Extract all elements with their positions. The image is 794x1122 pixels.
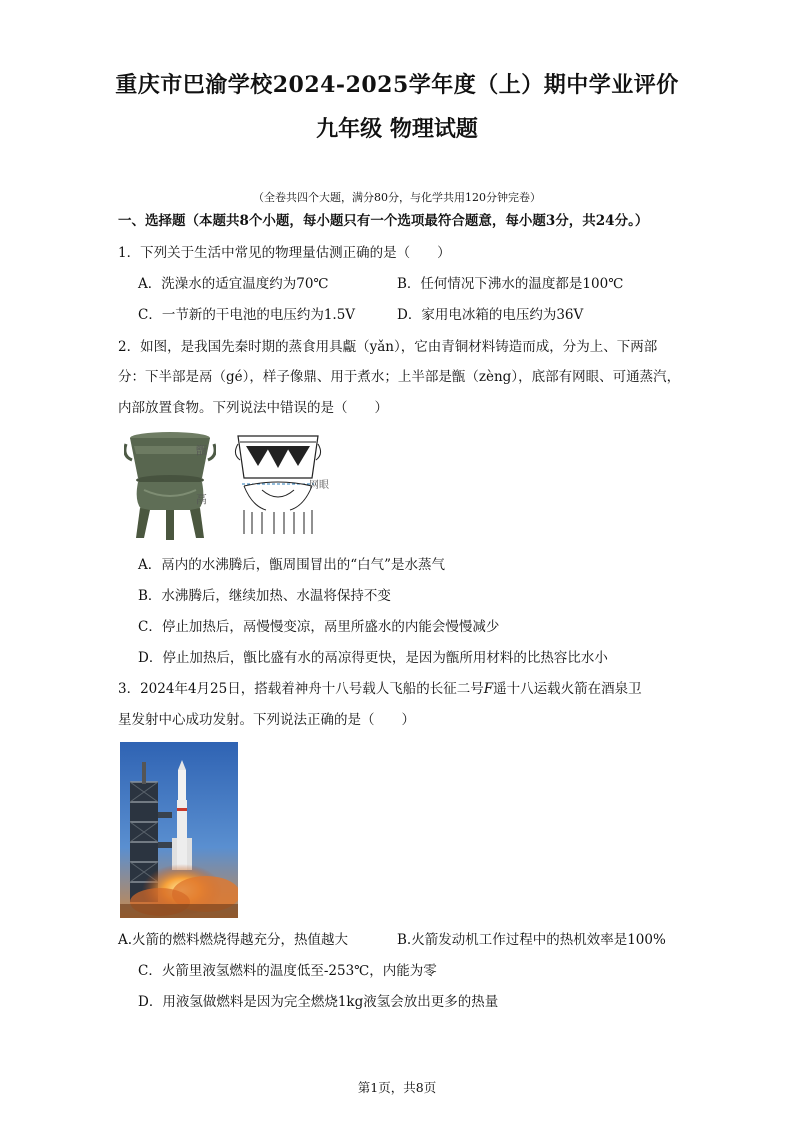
q2-option-c: C．停止加热后，鬲慢慢变凉，鬲里所盛水的内能会慢慢减少: [138, 619, 500, 635]
q3-stem-post: 遥十八运载火箭在酒泉卫: [493, 681, 642, 697]
q2-stem-line1: 2．如图，是我国先秦时期的蒸食用具甗（yǎn），它由青铜材料铸造而成，分为上、下两部: [118, 339, 658, 355]
q2-option-d: D．停止加热后，甑比盛有水的鬲凉得更快，是因为甑所用材料的比热容比水小: [138, 650, 608, 666]
section-heading: 一、选择题（本题共8个小题，每小题只有一个选项最符合题意，每小题3分，共24分。）: [118, 213, 649, 229]
q3-stem-line1: [118, 679, 642, 699]
q3-option-d: D．用液氢做燃料是因为完全燃烧1kg液氢会放出更多的热量: [138, 994, 499, 1010]
q1-option-d: D．家用电冰箱的电压约为36V: [397, 307, 584, 323]
q1-stem: 1．下列关于生活中常见的物理量估测正确的是（ ）: [118, 245, 451, 261]
q2-option-a: A．鬲内的水沸腾后，甑周围冒出的“白气”是水蒸气: [138, 557, 446, 573]
exam-subtitle: 九年级 物理试题: [316, 116, 478, 142]
q3-stem-line2: 星发射中心成功发射。下列说法正确的是（ ）: [118, 712, 415, 728]
q1-option-c: C．一节新的干电池的电压约为1.5V: [138, 307, 356, 323]
q3-option-c: C．火箭里液氢燃料的温度低至-253℃，内能为零: [138, 963, 437, 979]
q3-option-b: B.火箭发动机工作过程中的热机效率是100%: [397, 932, 666, 948]
q2-stem-line3: 内部放置食物。下列说法中错误的是（ ）: [118, 400, 388, 416]
q1-option-a: A．洗澡水的适宜温度约为70℃: [138, 276, 329, 292]
q2-option-b: B．水沸腾后，继续加热、水温将保持不变: [138, 588, 391, 604]
q3-option-a: A.火箭的燃料燃烧得越充分，热值越大: [118, 932, 349, 948]
exam-title: 重庆市巴渝学校2024-2025学年度（上）期中学业评价: [115, 72, 679, 98]
q1-option-b: B．任何情况下沸水的温度都是100℃: [397, 276, 624, 292]
page-number: 第1页，共8页: [357, 1080, 437, 1095]
diagram-label-wangyan: 网眼: [309, 480, 329, 491]
photo-label-zeng: 甑: [196, 444, 207, 457]
exam-note: （全卷共四个大题，满分80分，与化学共用120分钟完卷）: [253, 191, 541, 204]
q3-stem-pre: 3．2024年4月25日，搭载着神舟十八号载人飞船的长征二号: [118, 681, 484, 697]
q3-stem-f: F: [483, 681, 494, 697]
photo-label-li: 鬲: [196, 493, 207, 506]
q2-stem-line2: 分：下半部是鬲（gé），样子像鼎、用于煮水；上半部是甑（zèng），底部有网眼、可通蒸汽，: [118, 369, 681, 385]
rocket-launch-photo: [120, 742, 238, 918]
